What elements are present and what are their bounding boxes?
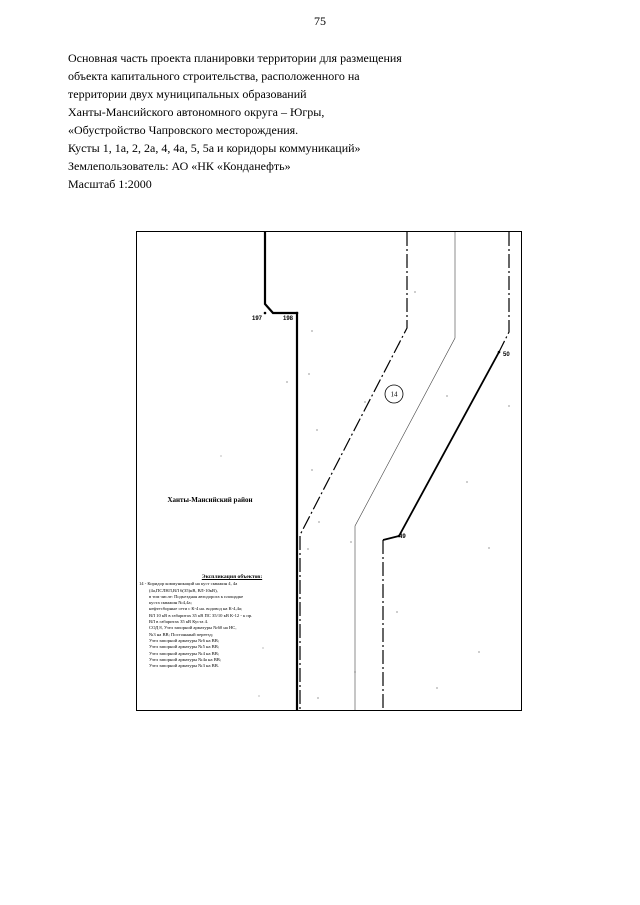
legend-line: Узел запорной арматуры №3 на ВВ. bbox=[149, 663, 219, 669]
red-line-50-49 bbox=[383, 352, 499, 540]
legend-line: Узел запорной арматуры №6 на ВВ; bbox=[149, 637, 220, 643]
legend-line: Узел запорной арматуры №4 на ВВ; bbox=[149, 650, 220, 656]
point-label-49: 49 bbox=[399, 534, 406, 540]
object-marker-label: 14 bbox=[390, 390, 398, 399]
point-197-marker bbox=[264, 312, 267, 315]
legend-line: Узел запорной арматуры №4а на ВВ; bbox=[149, 656, 222, 662]
legend-line: в том числе: Подъездная автодорога к площадке bbox=[149, 593, 244, 599]
legend-line: ВЛ в габаритах 35 кВ Куста 4. bbox=[149, 619, 209, 625]
legend-line: (4а,ПСЛНЛ,ВЛ 6(35)кВ, ВЛ-10кВ), bbox=[149, 587, 218, 593]
legend-line: нефтесборные сети с К-4 на. водовод на К-4,4а; bbox=[149, 606, 243, 612]
document-heading bbox=[68, 49, 508, 193]
corridor-boundary-right-upper bbox=[499, 232, 509, 352]
page-number: 75 bbox=[314, 14, 326, 28]
legend-line: СОД 8, Узел запорной арматуры №60 на НС, bbox=[149, 625, 237, 631]
heading-line: Масштаб 1:2000 bbox=[68, 177, 152, 191]
heading-line: территории двух муниципальных образований bbox=[68, 87, 307, 101]
legend bbox=[139, 574, 299, 669]
heading-line: объекта капитального строительства, расположенного на bbox=[68, 69, 360, 83]
heading-line: Землепользователь: АО «НК «Конданефть» bbox=[68, 159, 291, 173]
heading-line: «Обустройство Чапровского месторождения. bbox=[68, 123, 299, 137]
legend-line: куста скважин №4,4а; bbox=[149, 600, 192, 606]
road-centerline bbox=[355, 232, 455, 711]
legend-line: 14 - Коридор коммуникаций на куст скважин 4, 4а bbox=[139, 581, 238, 587]
heading-line: Основная часть проекта планировки территории для размещения bbox=[68, 51, 402, 65]
heading-line: Ханты-Мансийского автономного округа – Югры, bbox=[68, 105, 325, 119]
legend-line: ВЛ 10 кВ в габаритах 35 кВ ПС 35/10 кВ К-12 - к пр. bbox=[149, 612, 253, 618]
heading-line: Кусты 1, 1а, 2, 2а, 4, 4а, 5, 5а и коридоры коммуникаций» bbox=[68, 141, 361, 155]
planning-map bbox=[136, 231, 522, 711]
point-label-198: 198 bbox=[283, 316, 294, 322]
district-label: Ханты-Мансийский район bbox=[167, 496, 253, 504]
corridor-boundary-left bbox=[300, 232, 407, 711]
point-50-marker bbox=[498, 351, 501, 354]
legend-line: Узел запорной арматуры №5 на ВВ; bbox=[149, 644, 220, 650]
legend-line: №3 на ВВ; Постоянный переезд; bbox=[149, 631, 213, 637]
point-label-197: 197 bbox=[252, 316, 263, 322]
point-198-marker bbox=[296, 312, 299, 315]
point-label-50: 50 bbox=[503, 352, 510, 358]
legend-title: Экспликация объектов: bbox=[201, 574, 263, 580]
